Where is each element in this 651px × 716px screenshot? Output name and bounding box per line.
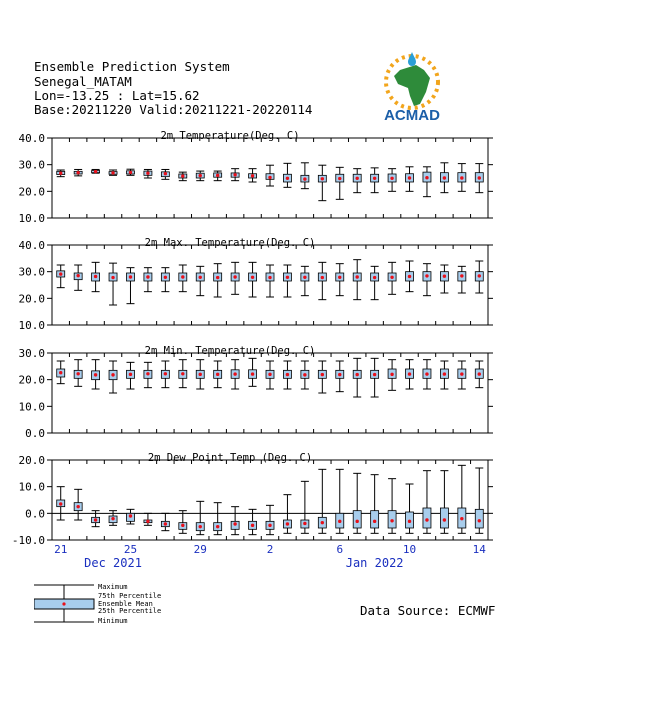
- mean-marker: [94, 518, 97, 521]
- mean-marker: [251, 276, 254, 279]
- mean-marker: [286, 373, 289, 376]
- panel-3: [19, 345, 494, 440]
- y-tick-label: 10.0: [18, 319, 45, 332]
- y-tick-label: 20.0: [18, 373, 45, 387]
- mean-marker: [460, 176, 463, 179]
- x-tick-label: 14: [472, 543, 486, 556]
- mean-marker: [460, 372, 463, 375]
- mean-marker: [233, 173, 236, 176]
- y-tick-label: 30.0: [18, 265, 45, 279]
- mean-marker: [268, 176, 271, 179]
- mean-marker: [146, 372, 149, 375]
- y-tick-label: 40.0: [18, 239, 45, 252]
- mean-marker: [356, 275, 359, 278]
- mean-marker: [408, 176, 411, 179]
- mean-marker: [164, 522, 167, 525]
- mean-marker: [286, 522, 289, 525]
- x-tick-label: 25: [123, 543, 138, 556]
- mean-marker: [76, 274, 79, 277]
- y-tick-label: 10.0: [18, 480, 45, 494]
- mean-marker: [129, 514, 132, 517]
- legend-p25: 25th Percentile: [98, 607, 162, 615]
- mean-marker: [443, 176, 446, 179]
- mean-marker: [181, 524, 184, 527]
- mean-marker: [321, 521, 324, 524]
- mean-marker: [268, 276, 271, 279]
- mean-marker: [199, 276, 202, 279]
- mean-marker: [216, 525, 219, 528]
- x-month-label: Dec 2021: [84, 556, 142, 570]
- mean-marker: [321, 276, 324, 279]
- mean-marker: [233, 275, 236, 278]
- panel-title: 2m Min. Temperature(Deg. C): [144, 345, 316, 357]
- panel-title: 2m Temperature(Deg. C): [160, 130, 300, 142]
- y-tick-label: 30.0: [18, 347, 45, 360]
- x-tick-label: 2: [266, 543, 274, 556]
- mean-marker: [425, 274, 428, 277]
- mean-marker: [425, 518, 428, 521]
- mean-marker: [111, 373, 114, 376]
- mean-marker: [216, 174, 219, 177]
- y-tick-label: 30.0: [18, 158, 45, 172]
- mean-marker: [59, 172, 62, 175]
- y-tick-label: 0.0: [25, 507, 45, 521]
- iqr-box: [475, 509, 483, 528]
- mean-marker: [94, 170, 97, 173]
- mean-marker: [146, 520, 149, 523]
- panel-1: [19, 130, 494, 225]
- mean-marker: [373, 177, 376, 180]
- mean-marker: [94, 275, 97, 278]
- mean-marker: [425, 372, 428, 375]
- mean-marker: [478, 372, 481, 375]
- mean-marker: [129, 275, 132, 278]
- mean-marker: [390, 373, 393, 376]
- iqr-box: [371, 511, 379, 528]
- mean-marker: [390, 177, 393, 180]
- mean-marker: [59, 272, 62, 275]
- data-source: Data Source: ECMWF: [360, 603, 496, 618]
- mean-marker: [59, 371, 62, 374]
- mean-marker: [321, 373, 324, 376]
- mean-marker: [164, 372, 167, 375]
- mean-marker: [408, 275, 411, 278]
- panel-title: 2m Dew Point Temp (Deg. C): [147, 452, 313, 464]
- mean-marker: [199, 373, 202, 376]
- legend-p75: 75th Percentile: [98, 592, 162, 600]
- mean-marker: [321, 177, 324, 180]
- mean-marker: [233, 372, 236, 375]
- x-axis-labels: [54, 543, 486, 570]
- mean-marker: [146, 275, 149, 278]
- mean-marker: [268, 524, 271, 527]
- mean-marker: [111, 276, 114, 279]
- mean-marker: [356, 520, 359, 523]
- mean-marker: [408, 372, 411, 375]
- legend-min: Minimum: [98, 617, 128, 625]
- mean-marker: [443, 275, 446, 278]
- mean-marker: [164, 276, 167, 279]
- y-tick-label: 40.0: [18, 132, 45, 145]
- mean-marker: [303, 177, 306, 180]
- mean-marker: [356, 373, 359, 376]
- y-tick-label: 10.0: [18, 400, 45, 414]
- header-line-3: Lon=-13.25 : Lat=15.62: [34, 88, 200, 103]
- mean-marker: [303, 276, 306, 279]
- panel-4: [12, 452, 493, 547]
- mean-marker: [373, 373, 376, 376]
- mean-marker: [181, 275, 184, 278]
- x-month-label: Jan 2022: [345, 556, 404, 570]
- mean-marker: [76, 505, 79, 508]
- mean-marker: [338, 177, 341, 180]
- legend-max: Maximum: [98, 583, 128, 591]
- mean-marker: [181, 174, 184, 177]
- y-tick-label: 20.0: [18, 454, 45, 467]
- mean-marker: [216, 373, 219, 376]
- mean-marker: [478, 519, 481, 522]
- mean-marker: [373, 276, 376, 279]
- y-tick-label: 20.0: [18, 292, 45, 306]
- y-tick-label: -10.0: [11, 534, 45, 547]
- mean-marker: [251, 174, 254, 177]
- mean-marker: [146, 172, 149, 175]
- mean-marker: [199, 174, 202, 177]
- mean-marker: [164, 172, 167, 175]
- mean-marker: [338, 373, 341, 376]
- iqr-box: [353, 511, 361, 528]
- y-tick-label: 10.0: [18, 212, 45, 225]
- mean-marker: [129, 171, 132, 174]
- x-tick-label: 6: [336, 543, 344, 556]
- mean-marker: [338, 520, 341, 523]
- mean-marker: [76, 171, 79, 174]
- header-line-2: Senegal_MATAM: [34, 74, 132, 89]
- mean-marker: [199, 525, 202, 528]
- mean-marker: [251, 372, 254, 375]
- legend-mean: Ensemble Mean: [98, 600, 153, 608]
- mean-marker: [408, 520, 411, 523]
- mean-marker: [425, 176, 428, 179]
- mean-marker: [303, 373, 306, 376]
- mean-marker: [460, 274, 463, 277]
- iqr-box: [440, 508, 448, 528]
- mean-marker: [286, 177, 289, 180]
- iqr-box: [423, 508, 431, 528]
- header-line-1: Ensemble Prediction System: [34, 59, 230, 74]
- mean-marker: [373, 520, 376, 523]
- panel-title: 2m Max. Temperature(Deg. C): [144, 237, 316, 249]
- mean-marker: [460, 517, 463, 520]
- mean-marker: [390, 519, 393, 522]
- mean-marker: [216, 276, 219, 279]
- mean-marker: [181, 372, 184, 375]
- mean-marker: [478, 274, 481, 277]
- mean-marker: [129, 373, 132, 376]
- mean-marker: [59, 502, 62, 505]
- mean-marker: [111, 171, 114, 174]
- mean-marker: [111, 517, 114, 520]
- header-line-4: Base:20211220 Valid:20211221-20220114: [34, 102, 313, 117]
- mean-marker: [443, 372, 446, 375]
- mean-marker: [251, 524, 254, 527]
- logo-text: ACMAD: [384, 107, 440, 124]
- mean-marker: [478, 176, 481, 179]
- mean-marker: [356, 177, 359, 180]
- x-tick-label: 10: [402, 543, 417, 556]
- mean-marker: [94, 373, 97, 376]
- panel-2: [19, 237, 494, 332]
- x-tick-label: 21: [54, 543, 68, 556]
- mean-marker: [303, 522, 306, 525]
- x-tick-label: 29: [193, 543, 207, 556]
- y-tick-label: 0.0: [25, 427, 45, 440]
- mean-marker: [338, 276, 341, 279]
- mean-marker: [286, 276, 289, 279]
- mean-marker: [443, 518, 446, 521]
- mean-marker: [268, 373, 271, 376]
- mean-marker: [233, 522, 236, 525]
- y-tick-label: 20.0: [18, 185, 45, 199]
- mean-marker: [76, 372, 79, 375]
- mean-marker: [390, 276, 393, 279]
